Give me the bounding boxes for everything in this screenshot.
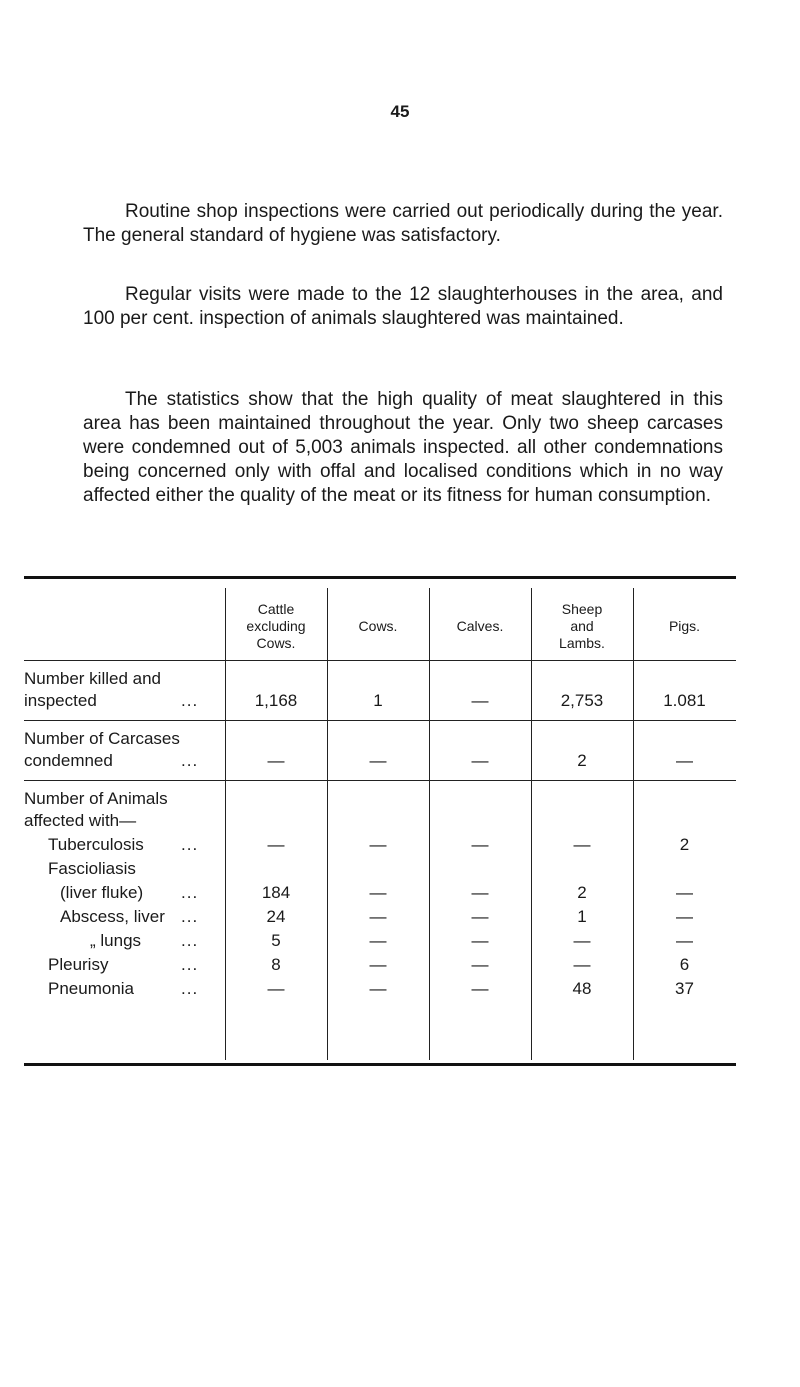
cell-pleurisy-sheep: — <box>573 955 591 974</box>
row-label-text: Abscess, liver <box>60 907 165 926</box>
row-label-tuberculosis <box>48 834 199 856</box>
header-calves <box>429 596 531 656</box>
cell-abscess-liver-calves: — <box>471 907 489 926</box>
cell-tuberculosis-cattle: — <box>267 835 285 854</box>
row-label-killed-line1: Number killed and <box>24 669 162 688</box>
cell-killed-sheep: 2,753 <box>560 691 604 710</box>
leader-dots: ... <box>181 979 199 998</box>
row-label-text: (liver fluke) <box>60 883 144 902</box>
row-label-condemned-line1: Number of Carcases <box>24 729 180 748</box>
row-label-killed-line2 <box>24 690 199 712</box>
cell-condemned-pigs: — <box>676 751 693 770</box>
cell-pneumonia-sheep: 48 <box>572 979 592 998</box>
row-label-abscess-lungs <box>90 930 199 952</box>
cell-abscess-lungs-calves: — <box>471 931 489 950</box>
cell-condemned-sheep: 2 <box>577 751 587 770</box>
leader-dots: ... <box>181 751 199 770</box>
row-label-text: Pneumonia <box>48 979 135 998</box>
cell-abscess-lungs-pigs: — <box>676 931 693 950</box>
cell-abscess-lungs-sheep: — <box>573 931 591 950</box>
header-cows <box>327 596 429 656</box>
cell-pneumonia-cattle: — <box>267 979 285 998</box>
header-cattle-line1: Cattle <box>257 600 295 617</box>
row-label-text: condemned <box>24 751 113 770</box>
cell-tuberculosis-calves: — <box>471 835 489 854</box>
cell-condemned-cows: — <box>369 751 387 770</box>
cell-abscess-lungs-cows: — <box>369 931 387 950</box>
cell-condemned-calves: — <box>471 751 489 770</box>
cell-killed-calves: — <box>471 691 489 710</box>
paragraph-text: Routine shop inspections were carried out periodically during the year. The general standard of hygiene was satisfactory. <box>83 201 723 246</box>
header-cattle-line2: excluding <box>246 617 306 634</box>
paragraph-statistics <box>83 388 723 508</box>
paragraph-shop-inspections <box>83 200 723 248</box>
cell-pneumonia-calves: — <box>471 979 489 998</box>
header-calves-label: Calves. <box>456 617 504 634</box>
leader-dots: ... <box>181 955 199 974</box>
cell-fascioliasis-sheep: 2 <box>577 883 587 902</box>
row-divider <box>24 720 736 721</box>
cell-fascioliasis-cows: — <box>369 883 387 902</box>
paragraph-slaughterhouses <box>83 283 723 331</box>
row-label-pleurisy <box>48 954 199 976</box>
row-label-fascioliasis-line1: Fascioliasis <box>48 859 136 878</box>
header-cows-label: Cows. <box>358 617 398 634</box>
cell-pleurisy-pigs: 6 <box>679 955 690 974</box>
row-label-text: Tuberculosis <box>48 835 144 854</box>
cell-pleurisy-cows: — <box>369 955 387 974</box>
header-sheep-line3: Lambs. <box>559 634 605 651</box>
header-sheep <box>531 596 633 656</box>
leader-dots: ... <box>181 691 199 710</box>
row-label-text: inspected <box>24 691 97 710</box>
row-label-affected-line1: Number of Animals <box>24 789 168 808</box>
cell-killed-cattle: 1,168 <box>254 691 298 710</box>
header-sheep-line2: and <box>570 617 594 634</box>
cell-killed-pigs: 1.081 <box>663 691 706 710</box>
row-label-text: Pleurisy <box>48 955 109 974</box>
leader-dots: ... <box>181 835 199 854</box>
cell-abscess-liver-cattle: 24 <box>266 907 286 926</box>
header-cattle <box>225 596 327 656</box>
page-number: 45 <box>390 102 410 121</box>
row-label-affected-line2: affected with— <box>24 811 137 830</box>
cell-killed-cows: 1 <box>373 691 383 710</box>
header-cattle-line3: Cows. <box>256 634 296 651</box>
cell-abscess-liver-cows: — <box>369 907 387 926</box>
row-label-pneumonia <box>48 978 199 1000</box>
cell-tuberculosis-pigs: 2 <box>679 835 690 854</box>
cell-fascioliasis-calves: — <box>471 883 489 902</box>
header-pigs-label: Pigs. <box>668 617 701 634</box>
leader-dots: ... <box>181 883 199 902</box>
header-sheep-line1: Sheep <box>561 600 603 617</box>
row-label-condemned-line2 <box>24 750 199 772</box>
row-divider <box>24 780 736 781</box>
paragraph-text: Regular visits were made to the 12 slaughterhouses in the area, and 100 per cent. inspection of animals slaughtered was maintained. <box>83 284 723 329</box>
cell-abscess-liver-sheep: 1 <box>577 907 587 926</box>
leader-dots: ... <box>181 907 199 926</box>
table-bottom-rule <box>24 1063 736 1066</box>
cell-pleurisy-calves: — <box>471 955 489 974</box>
header-pigs <box>633 596 736 656</box>
meat-inspection-table <box>24 576 736 1068</box>
cell-fascioliasis-pigs: — <box>676 883 693 902</box>
cell-tuberculosis-sheep: — <box>573 835 591 854</box>
cell-pneumonia-cows: — <box>369 979 387 998</box>
cell-condemned-cattle: — <box>267 751 285 770</box>
leader-dots: ... <box>181 931 199 950</box>
cell-abscess-liver-pigs: — <box>676 907 693 926</box>
paragraph-text: The statistics show that the high quality of meat slaughtered in this area has been maintained throughout the year. Only two sheep carcases were condemned out of 5,003 animals inspected. all other condemnations being concerned only with offal and localised conditions which in no way affected either the quality of the meat or its fitness for human consumption. <box>83 389 723 506</box>
row-divider <box>24 660 736 661</box>
cell-pneumonia-pigs: 37 <box>675 979 694 998</box>
cell-fascioliasis-cattle: 184 <box>261 883 291 902</box>
cell-pleurisy-cattle: 8 <box>271 955 281 974</box>
cell-abscess-lungs-cattle: 5 <box>271 931 281 950</box>
table-top-rule <box>24 576 736 579</box>
row-label-fascioliasis-line2 <box>60 882 199 904</box>
cell-tuberculosis-cows: — <box>369 835 387 854</box>
row-label-abscess-liver <box>60 906 199 928</box>
row-label-text: „ lungs <box>90 931 142 950</box>
